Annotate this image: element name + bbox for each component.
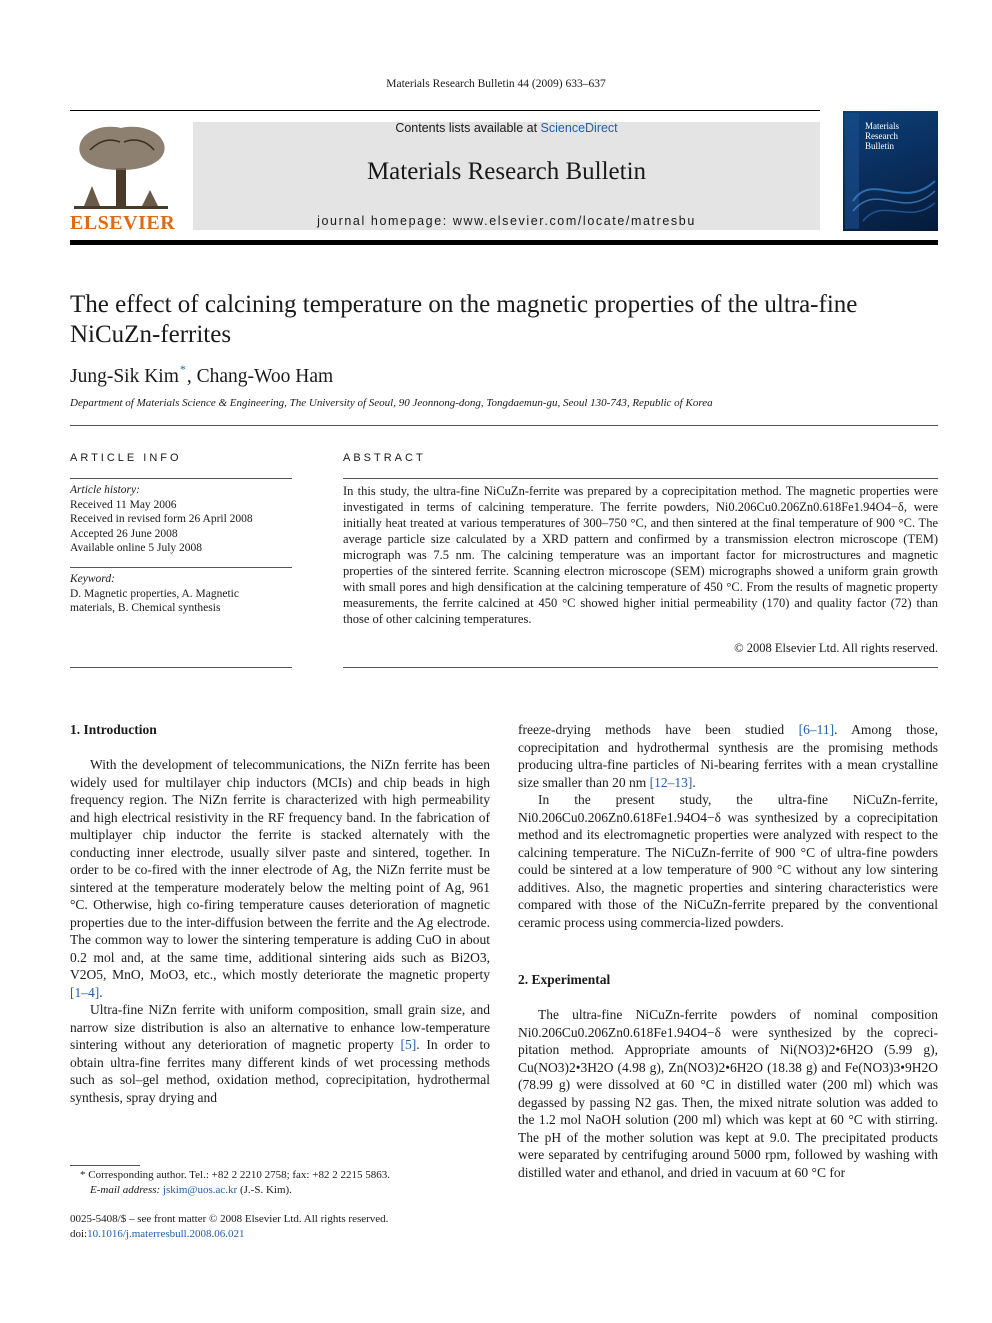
sciencedirect-link[interactable]: ScienceDirect <box>540 121 618 135</box>
divider <box>70 567 292 568</box>
experimental-text: The ultra-fine NiCuZn-ferrite powders of nominal composition Ni0.206Cu0.206Zn0.618Fe1.94O4−δ were synthesized by the copreci-pitation method. Appropriate amounts of Ni(NO3)2•6H2O (5.99 g), Cu(NO3)2•3H2O (4.98 g), Zn(NO3)2•6H2O (18.38 g) and Fe(NO3)3•9H2O (78.99 g) were dissolved at 60 °C in distilled water (200 ml) which was degassed by passing N2 gas. Then, the mixed nitrate solution was added to the 1.2 mol NaOH solution (200 ml) which was kept at 60 °C with stirring. The pH of the mother solution was kept at 9.0. The precipitated products were separated by centrifuging around 5000 rpm, followed by washing with distilled water and ethanol, and dried in vacuum at 60 °C for <box>518 1007 939 1180</box>
abstract-formula: Ni0.206Cu0.206Zn0.618Fe1.94O4−δ <box>715 500 904 514</box>
cover-title: Materials Research Bulletin <box>865 121 899 151</box>
contents-line <box>193 121 820 135</box>
author-kim: Jung-Sik Kim <box>70 366 179 387</box>
header-rule <box>70 110 820 111</box>
divider <box>70 478 292 479</box>
keywords: Keyword: D. Magnetic properties, A. Magnetic materials, B. Chemical synthesis <box>70 573 239 614</box>
divider <box>70 667 292 668</box>
citation-link[interactable]: [1–4] <box>70 984 100 1000</box>
footnote-rule <box>70 1165 140 1166</box>
citation-link[interactable]: [12–13] <box>649 774 693 790</box>
journal-cover-image <box>843 111 938 231</box>
journal-homepage-link[interactable]: journal homepage: www.elsevier.com/locate/matresbu <box>317 214 696 228</box>
header-thick-rule <box>70 240 938 245</box>
abstract-heading: ABSTRACT <box>343 452 426 464</box>
author-ham: , Chang-Woo Ham <box>186 366 334 387</box>
doi-link[interactable]: 10.1016/j.materresbull.2008.06.021 <box>87 1227 245 1240</box>
author-list <box>70 362 333 388</box>
divider <box>70 425 938 426</box>
introduction-right: freeze-drying methods have been studied [6–11]. Among those, coprecipitation and hydrothermal synthesis are the promising methods producing ultra-fine particles of Ni-bearing ferrites with a mean crystalline size smaller than 20 nm [12–13]. In the present study, the ultra-fine NiCuZn-ferrite, Ni0.206Cu0.206Zn0.618Fe1.94O4−δ was synthesized by a coprecipitation method and its electromagnetic properties were analyzed with respect to the calcining temperature. The NiCuZn-ferrite of 900 °C of ultra-fine powders could be sintered at a low temperature of 900 °C without any low sintering additives. Also, the magnetic properties and sintering characteristics were compared with those of the NiCuZn-ferrite prepared by the conventional ceramic process using commercia-lized powders. <box>518 722 938 930</box>
section-heading-experimental: 2. Experimental <box>518 972 611 987</box>
abstract-copyright: © 2008 Elsevier Ltd. All rights reserved. <box>734 641 938 655</box>
citation-link[interactable]: [5] <box>400 1037 417 1052</box>
journal-reference: Materials Research Bulletin 44 (2009) 633–637 <box>386 78 606 90</box>
divider <box>343 478 938 479</box>
issn-doi-block: 0025-5408/$ – see front matter © 2008 Elsevier Ltd. All rights reserved. doi:10.1016/j.materresbull.2008.06.021 <box>70 1213 389 1240</box>
section-heading-introduction: 1. Introduction <box>70 722 157 737</box>
email-link[interactable]: jskim@uos.ac.kr <box>162 1183 238 1196</box>
citation-link[interactable]: [6–11] <box>798 722 835 737</box>
corresponding-author-footnote: * Corresponding author. Tel.: +82 2 2210 2758; fax: +82 2 2215 5863. E-mail address: jskim@uos.ac.kr (J.-S. Kim). <box>80 1169 390 1196</box>
journal-title: Materials Research Bulletin <box>366 158 647 185</box>
divider <box>343 667 938 668</box>
affiliation: Department of Materials Science & Engineering, The University of Seoul, 90 Jeonnong-dong, Tongdaemun-gu, Seoul 130-743, Republic of Korea <box>70 397 713 409</box>
abstract-text: In this study, the ultra-fine NiCuZn-ferrite was prepared by a coprecipitation method. The magnetic properties were investigated in terms of calcining temperature. The ferrite powders, Ni0.206Cu0.206Zn0.618Fe1.94O4−δ, were initially heat treated at various temperatures of 300–750 °C, and then sintered at the final temperature of 900 °C. The average particle size calculated by a XRD pattern and confirmed by a transmission electron microscope (TEM) micrograph was 7.5 nm. The calcining temperature was an important factor for microstructures and magnetic properties of the sintered ferrite. Scanning electron microscope (SEM) micrographs showed a uniform grain growth with small pores and high densification at the calcining temperature of 450 °C. From the results of magnetic property measurements, the ferrite calcined at 450 °C showed higher initial permeability (170) and quality factor (72) than those of other calcining temperatures. <box>343 484 938 626</box>
corresponding-author-mark[interactable]: * <box>179 362 186 376</box>
introduction-left: With the development of telecommunications, the NiZn ferrite has been widely used for multilayer chip inductors (MCIs) and chip beads in high frequency region. The NiZn ferrite is characterized with high permeability and high electrical resistivity in the RF frequency band. In the fabrication of multiplayer chip inductor the ferrite is stacked alternately with the conducting inner electrode, usually silver paste and sintered, together. In order to be co-fired with the inner electrode of Ag, the NiZn ferrite must be sintered at the temperature moderately below the melting point of Ag, 961 °C. Otherwise, high co-firing temperature causes deterioration of magnetic properties due to the inter-diffusion between the ferrite and the Ag electrode. The common way to lower the sintering temperature is adding CuO in about 0.2 mol and, at the same time, additional sintering aids such as Bi2O3, V2O5, MnO, MoO3, etc., which mostly deteriorate the magnetic property [1–4]. Ultra-fine NiZn ferrite with uniform composition, small grain size, and narrow size distribution is also an alternative to enhance low-temperature sintering without any deterioration of magnetic property [5]. In order to obtain ultra-fine ferrites many different kinds of wet processing methods such as sol–gel method, oxidation method, coprecipitation, hydrothermal synthesis, spray drying and <box>70 757 491 1105</box>
contents-prefix: Contents lists available at <box>395 121 538 135</box>
article-info-heading: ARTICLE INFO <box>70 452 182 464</box>
elsevier-wordmark: ELSEVIER <box>70 212 176 234</box>
article-history: Article history: Received 11 May 2006 Received in revised form 26 April 2008 Accepted 26 June 2008 Available online 5 July 2008 <box>70 484 253 554</box>
article-title: The effect of calcining temperature on the magnetic properties of the ultra-fine NiCuZn-ferrites <box>70 291 858 348</box>
